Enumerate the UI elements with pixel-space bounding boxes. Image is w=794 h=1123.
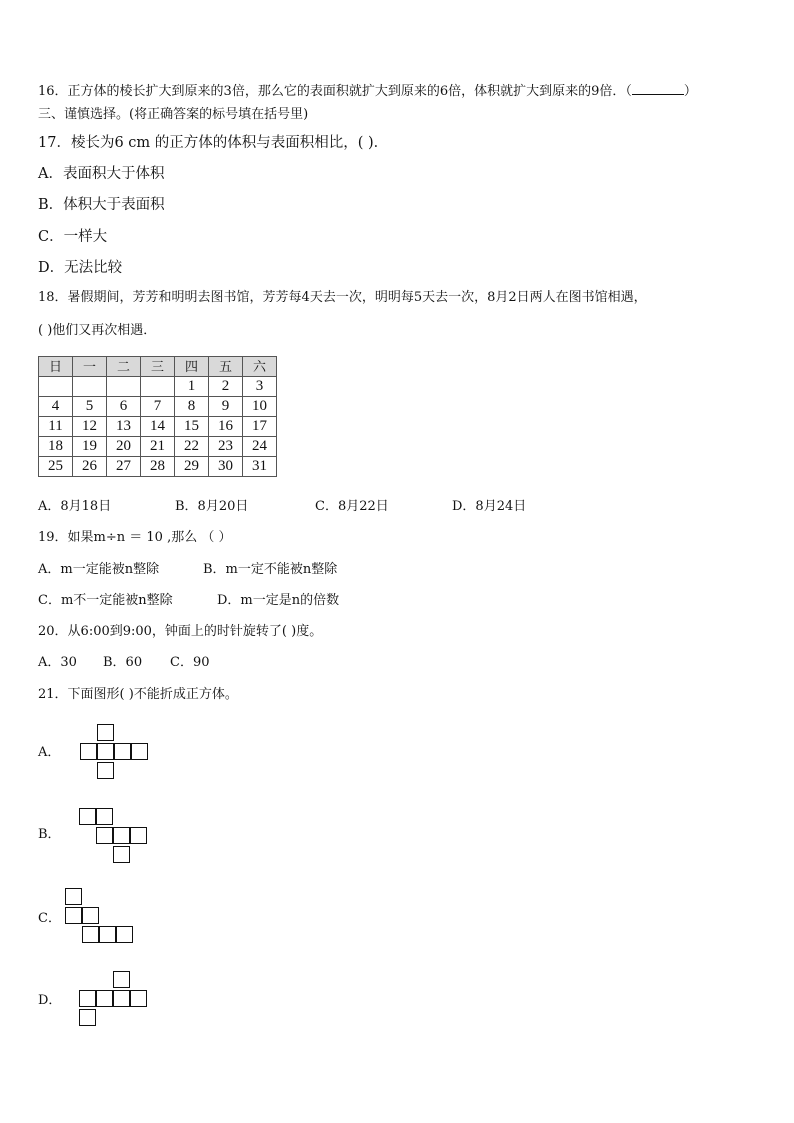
calendar-header-cell: 四 xyxy=(175,357,209,377)
calendar-day-cell: 31 xyxy=(243,457,277,477)
calendar-day-cell: 27 xyxy=(107,457,141,477)
net-square xyxy=(113,990,130,1007)
calendar-day-cell: 28 xyxy=(141,457,175,477)
net-square xyxy=(65,907,82,924)
q17-option-c: C．一样大 xyxy=(38,229,108,245)
calendar-day-cell xyxy=(39,377,73,397)
calendar-day-cell: 30 xyxy=(209,457,243,477)
question-18-line2: ( )他们又再次相遇． xyxy=(38,323,157,338)
q19-option-a: A．m一定能被n整除 xyxy=(38,562,160,577)
calendar-day-cell: 17 xyxy=(243,417,277,437)
august-calendar xyxy=(38,356,277,477)
calendar-day-cell: 3 xyxy=(243,377,277,397)
net-square xyxy=(96,990,113,1007)
net-square xyxy=(97,762,114,779)
q21-label-a: A． xyxy=(38,745,61,760)
q17-option-b: B．体积大于表面积 xyxy=(38,197,165,213)
q20-option-c: C．90 xyxy=(170,655,210,670)
net-square xyxy=(82,926,99,943)
section-3-heading: 三、谨慎选择。(将正确答案的标号填在括号里) xyxy=(38,107,309,122)
q17-option-a: A．表面积大于体积 xyxy=(38,166,165,182)
calendar-day-cell: 16 xyxy=(209,417,243,437)
net-square xyxy=(79,1009,96,1026)
net-square xyxy=(114,743,131,760)
calendar-week-row xyxy=(39,397,277,417)
calendar-week-row xyxy=(39,457,277,477)
calendar-day-cell: 11 xyxy=(39,417,73,437)
calendar-day-cell: 14 xyxy=(141,417,175,437)
q21-label-d: D． xyxy=(38,993,62,1008)
net-square xyxy=(113,971,130,988)
q20-option-a: A．30 xyxy=(38,655,77,670)
q20-option-b: B．60 xyxy=(103,655,143,670)
calendar-header-cell: 日 xyxy=(39,357,73,377)
calendar-week-row xyxy=(39,377,277,397)
q16-text: 16． xyxy=(38,84,68,99)
question-18-line1: 18．暑假期间，芳芳和明明去图书馆，芳芳每4天去一次，明明每5天去一次，8月2日两人在图书馆相遇， xyxy=(38,290,647,305)
calendar-header-cell: 二 xyxy=(107,357,141,377)
net-square xyxy=(80,743,97,760)
net-square xyxy=(82,907,99,924)
calendar-day-cell xyxy=(141,377,175,397)
q19-option-b: B．m一定不能被n整除 xyxy=(203,562,338,577)
calendar-day-cell: 10 xyxy=(243,397,277,417)
q16-answer-blank[interactable] xyxy=(632,82,684,95)
calendar-day-cell: 1 xyxy=(175,377,209,397)
calendar-header-row xyxy=(39,357,277,377)
question-20: 20．从6:00到9:00，钟面上的时针旋转了( )度。 xyxy=(38,624,323,639)
calendar-day-cell: 19 xyxy=(73,437,107,457)
calendar-header-cell: 一 xyxy=(73,357,107,377)
calendar-day-cell: 23 xyxy=(209,437,243,457)
net-square xyxy=(99,926,116,943)
calendar-header-cell: 三 xyxy=(141,357,175,377)
calendar-day-cell: 22 xyxy=(175,437,209,457)
net-square xyxy=(113,827,130,844)
calendar-day-cell: 7 xyxy=(141,397,175,417)
calendar-day-cell: 21 xyxy=(141,437,175,457)
q18-option-c: C．8月22日 xyxy=(315,499,389,514)
q18-option-a: A．8月18日 xyxy=(38,499,112,514)
calendar-day-cell: 12 xyxy=(73,417,107,437)
q19-option-c: C．m不一定能被n整除 xyxy=(38,593,173,608)
net-square xyxy=(116,926,133,943)
net-square xyxy=(96,827,113,844)
calendar-day-cell: 15 xyxy=(175,417,209,437)
question-16 xyxy=(38,82,697,101)
net-square xyxy=(96,808,113,825)
calendar-day-cell xyxy=(107,377,141,397)
calendar-day-cell: 8 xyxy=(175,397,209,417)
calendar-day-cell: 2 xyxy=(209,377,243,397)
calendar-day-cell: 13 xyxy=(107,417,141,437)
q16-body: 正方体的棱长扩大到原来的3倍，那么它的表面积就扩大到原来的6倍，体积就扩大到原来的9倍．（ xyxy=(67,84,632,99)
calendar-day-cell: 5 xyxy=(73,397,107,417)
q18-option-d: D．8月24日 xyxy=(452,499,527,514)
net-square xyxy=(130,827,147,844)
net-square xyxy=(113,846,130,863)
calendar-week-row xyxy=(39,437,277,457)
q16-close: ） xyxy=(683,84,697,99)
calendar-day-cell: 6 xyxy=(107,397,141,417)
question-21: 21．下面图形( )不能折成正方体。 xyxy=(38,687,238,702)
q19-option-d: D．m一定是n的倍数 xyxy=(217,593,340,608)
calendar-week-row xyxy=(39,417,277,437)
calendar-day-cell: 26 xyxy=(73,457,107,477)
calendar-header-cell: 六 xyxy=(243,357,277,377)
calendar-day-cell: 9 xyxy=(209,397,243,417)
net-square xyxy=(131,743,148,760)
calendar-day-cell: 29 xyxy=(175,457,209,477)
q21-label-b: B． xyxy=(38,827,61,842)
net-square xyxy=(79,808,96,825)
q18-option-b: B．8月20日 xyxy=(175,499,249,514)
q21-label-c: C． xyxy=(38,911,61,926)
calendar-day-cell: 18 xyxy=(39,437,73,457)
calendar-day-cell xyxy=(73,377,107,397)
question-19: 19．如果m÷n ＝ 10 ,那么 （ ） xyxy=(38,530,232,545)
net-square xyxy=(130,990,147,1007)
calendar-day-cell: 25 xyxy=(39,457,73,477)
q17-option-d: D．无法比较 xyxy=(38,260,123,276)
net-square xyxy=(79,990,96,1007)
net-square xyxy=(65,888,82,905)
calendar-day-cell: 4 xyxy=(39,397,73,417)
net-square xyxy=(97,743,114,760)
calendar-day-cell: 20 xyxy=(107,437,141,457)
calendar-header-cell: 五 xyxy=(209,357,243,377)
question-17: 17．棱长为6 cm 的正方体的体积与表面积相比，( )． xyxy=(38,135,389,151)
calendar-day-cell: 24 xyxy=(243,437,277,457)
net-square xyxy=(97,724,114,741)
